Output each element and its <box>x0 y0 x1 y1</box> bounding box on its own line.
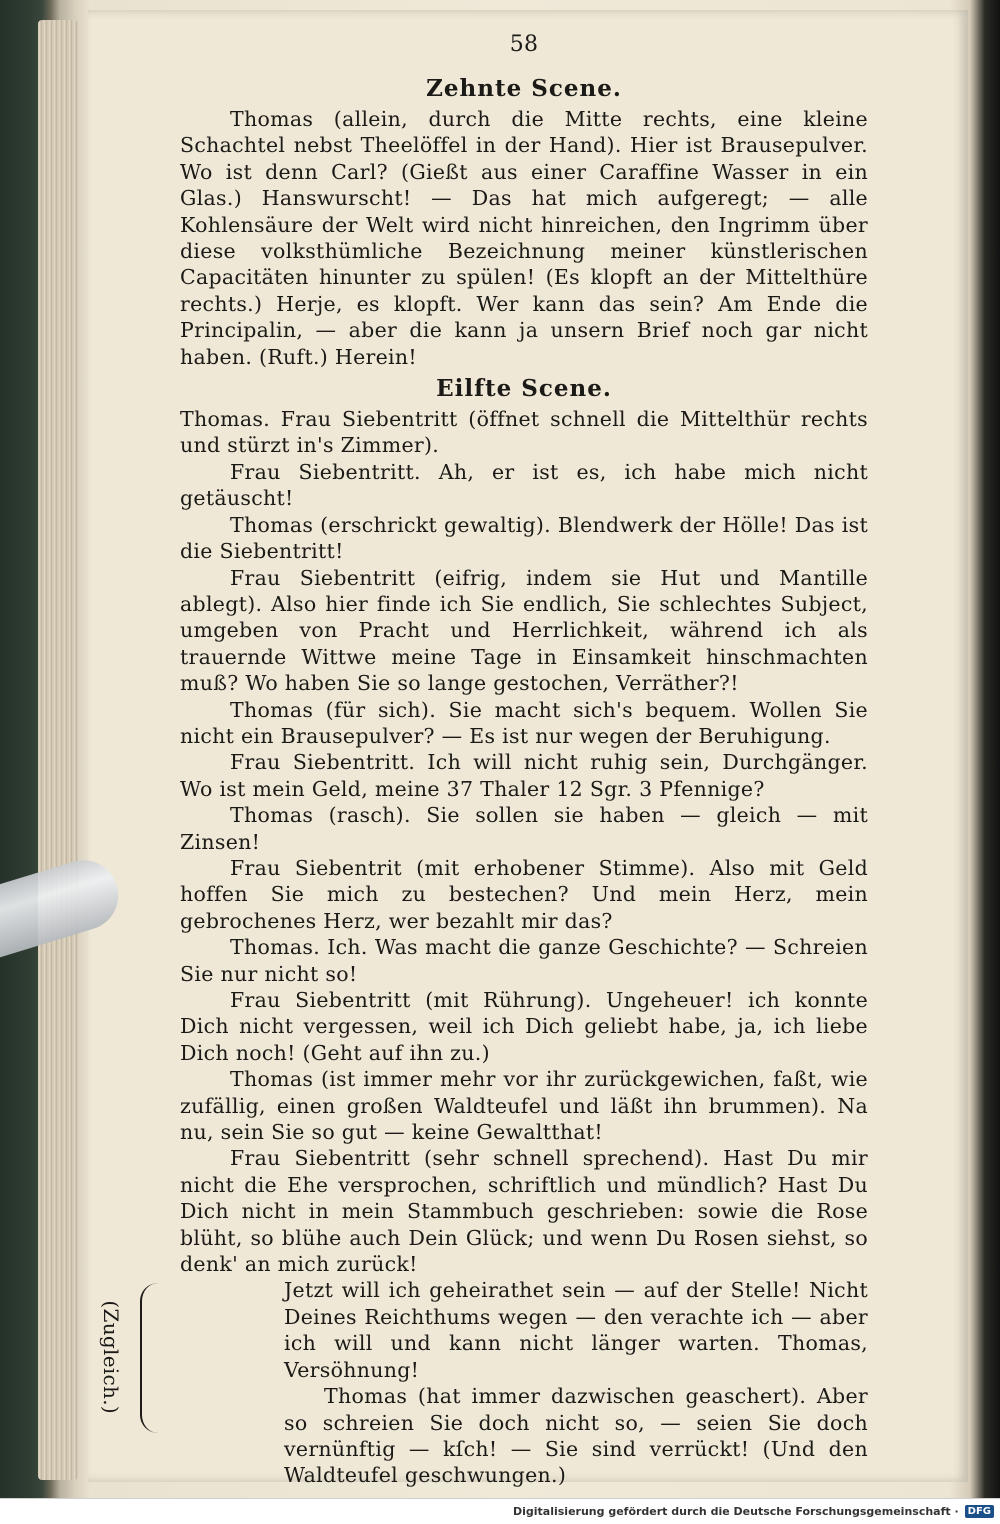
paragraph: Thomas. Ich. Was macht die ganze Geschichte? — Schreien Sie nur nicht so! <box>180 935 868 986</box>
footer-bar <box>0 1498 1000 1524</box>
paragraph: Frau Siebentritt. Ich will nicht ruhig sein, Durchgänger. Wo ist mein Geld, meine 37 Thaler 12 Sgr. 3 Pfennige? <box>180 750 868 801</box>
paragraph: Thomas (erschrickt gewaltig). Blendwerk der Hölle! Das ist die Siebentritt! <box>180 512 868 564</box>
paragraph: Jetzt will ich geheirathet sein — auf der Stelle! Nicht Deines Reichthums wegen — den verachte ich — aber ich will und kann nicht länger warten. Thomas, Versöhnung! <box>284 1278 868 1382</box>
paragraph: Thomas. Frau Siebentritt (öffnet schnell die Mittelthür rechts und stürzt in's Zimmer). <box>180 407 868 458</box>
paragraph: Frau Siebentritt (mit Rührung). Ungeheuer! ich konnte Dich nicht vergessen, weil ich Dich geliebt habe, ja, ich liebe Dich noch! (Geht auf ihn zu.) <box>180 988 868 1065</box>
bracket-label-text: (Zugleich.) <box>99 1300 124 1415</box>
page-number: 58 <box>509 32 539 57</box>
page-text <box>99 30 868 1489</box>
paragraph: Thomas (hat immer dazwischen geaschert). Aber so schreien Sie doch nicht so, — seien Sie doch vernünftig — kſch! — Sie sind verrückt! (Und den Waldteufel geschwungen.) <box>284 1384 868 1488</box>
bracket-label <box>96 1287 126 1427</box>
paragraph: Thomas (ist immer mehr vor ihr zurückgewichen, faßt, wie zufällig, einen großen Waldteufel und läßt ihn brummen). Na nu, sein Sie so gut — keine Gewaltthat! <box>180 1067 868 1145</box>
dfg-logo: DFG <box>965 1505 994 1518</box>
page-edges <box>38 20 78 1480</box>
heading-zehnte-scene: Zehnte Scene. <box>426 75 622 102</box>
paragraph: Frau Siebentritt (sehr schnell sprechend). Hast Du mir nicht die Ehe versprochen, schriftlich und mündlich? Hast Du Dich nicht in mein Stammbuch geschrieben: sowie die Rose blüht, so blühe auch Dein Glück; und wenn Du Rosen siehst, so denk' an mich zurück! <box>180 1146 868 1277</box>
paragraph: Frau Siebentritt. Ah, er ist es, ich habe mich nicht getäuscht! <box>180 459 868 511</box>
footer-text: Digitalisierung gefördert durch die Deutsche Forschungsgemeinschaft · <box>512 1505 959 1518</box>
paragraph: Thomas (allein, durch die Mitte rechts, eine kleine Schachtel nebst Theelöffel in der Hand). Hier ist Brausepulver. Wo ist denn Carl? (Gießt aus einer Caraffine Wasser in ein Glas.) Hanswurscht! — Das hat mich aufgeregt; — alle Kohlensäure der Welt wird nicht hinreichen, den Ingrimm über diese volksthümliche Bezeichnung meiner künstlerischen Capacitäten hinunter zu spülen! (Es klopft an der Mittelthüre rechts.) Herje, es klopft. Wer kann das sein? Am Ende die Principalin, — aber die kann ja unsern Brief noch gar nicht haben. (Ruft.) Herein! <box>180 107 868 369</box>
paragraph: Frau Siebentrit (mit erhobener Stimme). Also mit Geld hoffen Sie mich zu bestechen? Und mein Herz, mein gebrochenes Herz, wer bezahlt mir das? <box>180 855 868 933</box>
paragraph: Thomas (rasch). Sie sollen sie haben — gleich — mit Zinsen! <box>180 803 868 854</box>
brace-icon <box>140 1283 158 1433</box>
heading-eilfte-scene: Eilfte Scene. <box>436 375 612 403</box>
paragraph: Frau Siebentritt (eifrig, indem sie Hut und Mantille ablegt). Also hier finde ich Sie endlich, Sie schlechtes Subject, umgeben von Pracht und Herrlichkeit, während ich als trauernde Wittwe meine Tage in Einsamkeit hinschmachten muß? Wo haben Sie so lange gestochen, Verräther?! <box>180 565 868 696</box>
paragraph: Thomas (für sich). Sie macht sich's bequem. Wollen Sie nicht ein Brausepulver? — Es ist nur wegen der Beruhigung. <box>180 697 868 748</box>
simultaneous-speech-block <box>99 1277 868 1488</box>
